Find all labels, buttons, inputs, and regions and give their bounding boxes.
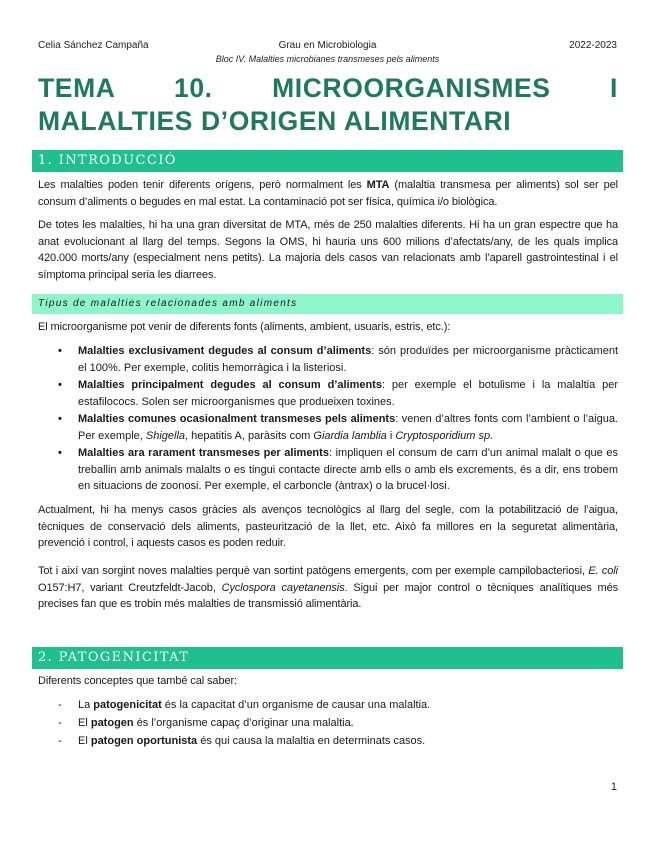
list-item: [38, 714, 618, 732]
item-term: patogen: [90, 717, 134, 729]
section-heading-introduccio: 1. INTRODUCCIÓ: [32, 150, 623, 172]
bullet-icon: •: [58, 379, 62, 391]
item-term: patogenicitat: [93, 699, 162, 711]
section-heading-patogenicitat: 2. PATOGENICITAT: [32, 647, 623, 669]
species-name: Giardia lamblia: [313, 429, 387, 442]
bullet-icon: •: [58, 413, 62, 425]
item-text: El: [78, 717, 91, 729]
item-text: , hepatitis A, paràsits com: [185, 429, 314, 442]
header-block: Bloc IV. Malalties microbianes transmeses pels aliments: [215, 54, 440, 64]
paragraph-actualment: Actualment, hi ha menys casos gràcies als avenços tecnològics al llarg del segle, com la potabilització de l’aigua, tècniques de conservació dels aliments, pasteurització de la llet, etc. Això fa millores en la seguretat alimentària, prevenció i control, i aquests casos es poden reduir.: [38, 504, 618, 549]
paragraph-emergents: [38, 563, 618, 613]
list-item: [38, 411, 618, 444]
item-text: és qui causa la malaltia en determinats casos.: [197, 735, 426, 747]
page-number: 1: [610, 781, 617, 793]
header-year: 2022-2023: [569, 40, 617, 51]
species-name: Shigella: [145, 429, 186, 442]
paragraph-text: (malaltia transmesa per aliments) sol ser pel consum d’aliments o begudes en mal estat. La contaminació pot ser física, química i/o biològica.: [38, 179, 618, 208]
subheading-tipus: Tipus de malalties relacionades amb aliments: [32, 294, 623, 314]
paragraph-text: Les malalties poden tenir diferents orígens, però normalment les: [38, 179, 367, 191]
mta-term: MTA: [366, 179, 390, 191]
paragraph-text: O157:H7, variant Creutzfeldt-Jacob,: [38, 581, 222, 594]
item-term: patogen oportunista: [90, 735, 198, 747]
dash-icon: -: [58, 735, 62, 747]
item-text: El: [78, 735, 91, 747]
item-text: és l’organisme capaç d’originar una malaltia.: [133, 717, 354, 729]
bullet-list: [38, 343, 618, 496]
paragraph-text: . Sigui per major control o tècniques analítiques més precises fan que es trobin més malalties de transmissió alimentària.: [38, 581, 619, 610]
list-item: [38, 377, 618, 410]
paragraph-intro-1: [38, 177, 618, 210]
dash-icon: -: [58, 717, 62, 729]
item-term: Malalties exclusivament degudes al consum d’aliments: [78, 345, 372, 357]
species-name: Cyclospora cayetanensis: [221, 581, 345, 594]
header-degree: Grau en Microbiologia: [278, 40, 377, 51]
list-item: [38, 696, 618, 714]
species-name: Cryptosporidium sp.: [395, 429, 494, 442]
header-center: [0, 40, 655, 64]
item-text: : per exemple el botulisme i la malaltia per estafilococs. Solen ser microorganismes que produeixen toxines.: [78, 379, 618, 408]
list-item: [38, 343, 618, 376]
species-name: E. coli: [588, 565, 618, 577]
item-text: La: [78, 699, 94, 711]
item-term: Malalties comunes ocasionalment transmeses pels aliments: [78, 413, 396, 425]
item-term: Malalties principalment degudes al consum d’aliments: [78, 379, 382, 391]
bullet-icon: •: [58, 345, 62, 357]
item-text: : impliquen el consum de carn d’un animal malalt o que es treballin amb animals malalts o es tingui contacte directe amb ells o amb els excrements, és a dir, ens trobem en situacions de zoonosi. Per exemple, el carboncle (àntrax) o la brucel·losi.: [78, 447, 618, 492]
bullet-icon: •: [58, 447, 62, 459]
item-text: : són produïdes per microorganisme pràcticament el 100%. Per exemple, colitis hemorràgica i la listeriosi.: [78, 345, 618, 374]
page-title: TEMA 10. MICROORGANISMES I MALALTIES D’ORIGEN ALIMENTARI: [38, 73, 618, 136]
item-text: és la capacitat d’un organisme de causar una malaltia.: [161, 699, 431, 711]
paragraph-text: Tot i així van sorgint noves malalties perquè van sortint patògens emergents, com per exemple campilobacteriosi,: [38, 565, 589, 577]
header-author: Celia Sánchez Campaña: [38, 40, 149, 51]
paragraph-fonts: El microorganisme pot venir de diferents fonts (aliments, ambient, usuaris, estris, etc.):: [38, 321, 451, 333]
item-term: Malalties ara rarament transmeses per aliments: [78, 447, 329, 459]
dash-list: [38, 696, 618, 750]
list-item: [38, 732, 618, 750]
item-text: : venen d’altres fonts com l’ambient o l’aigua. Per exemple,: [78, 413, 618, 442]
dash-icon: -: [58, 699, 62, 711]
paragraph-intro-2: De totes les malalties, hi ha una gran diversitat de MTA, més de 250 malalties diferents. Hi ha un gran espectre que ha anat evolucionant al llarg del temps. Segons la OMS, hi hauria uns 600 milions d’afectats/any, de les quals implica 420.000 morts/any (especialment nens petits). La majoria dels casos van relacionats amb l’aparell gastrointestinal i el símptoma principal seria les diarrees.: [38, 219, 618, 281]
list-item: [38, 445, 618, 495]
paragraph-conceptes: Diferents conceptes que també cal saber:: [38, 675, 238, 687]
item-text: i: [386, 429, 396, 442]
